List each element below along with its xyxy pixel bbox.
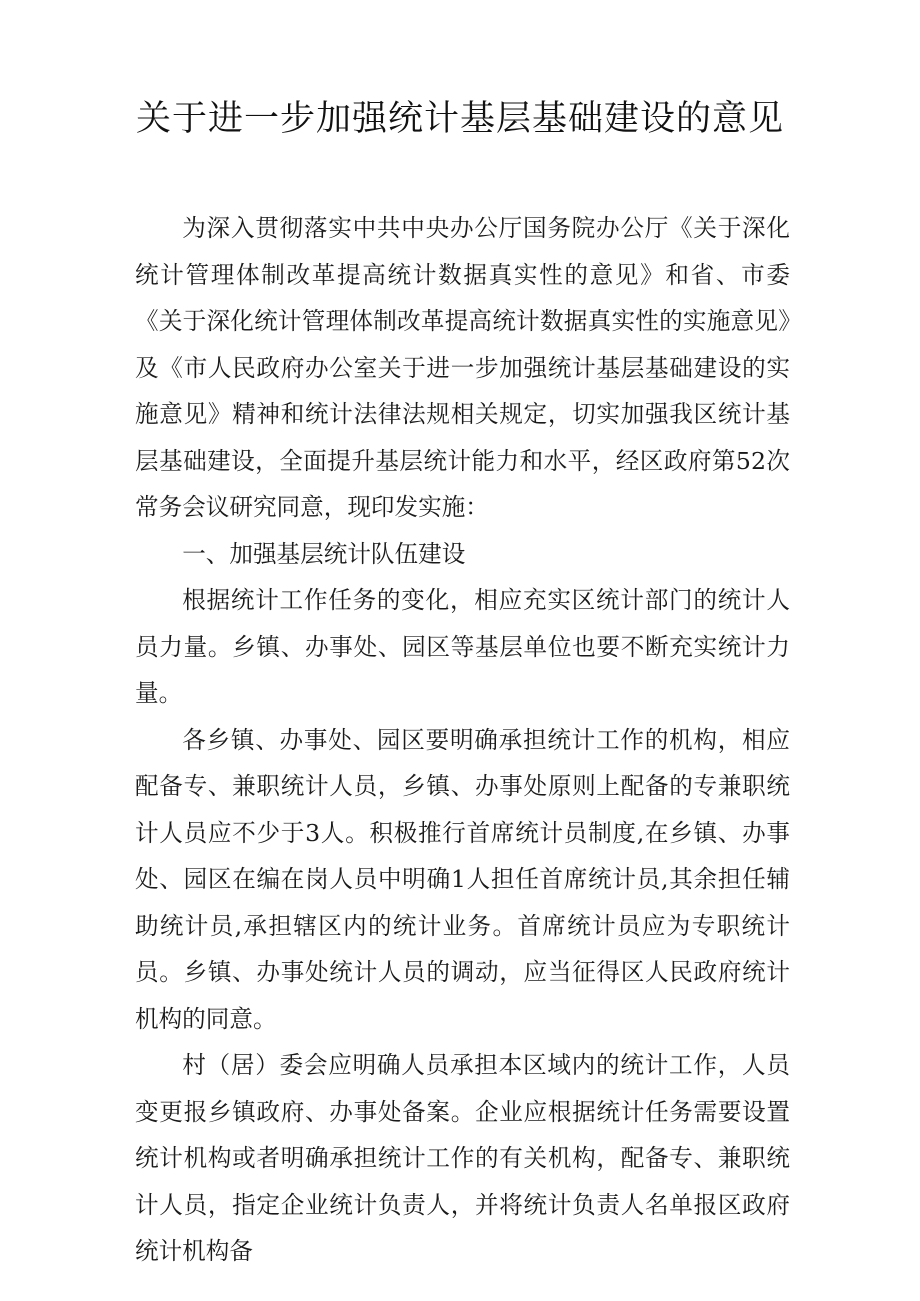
paragraph-township-statisticians: 各乡镇、办事处、园区要明确承担统计工作的机构，相应配备专、兼职统计人员，乡镇、办事处原则上配备的专兼职统计人员应不少于3人。积极推行首席统计员制度,在乡镇、办事处、园区在编在岗人员中明确1人担任首席统计员,其余担任辅助统计员,承担辖区内的统计业务。首席统计员应为专职统计员。乡镇、办事处统计人员的调动，应当征得区人民政府统计机构的同意。 bbox=[135, 725, 790, 1033]
paragraph-village-enterprise: 村（居）委会应明确人员承担本区域内的统计工作，人员变更报乡镇政府、办事处备案。企业应根据统计任务需要设置统计机构或者明确承担统计工作的有关机构，配备专、兼职统计人员，指定企业统计负责人，并将统计负责人名单报区政府统计机构备 bbox=[135, 1051, 790, 1265]
paragraph-staffing: 根据统计工作任务的变化，相应充实区统计部门的统计人员力量。乡镇、办事处、园区等基层单位也要不断充实统计力量。 bbox=[135, 586, 790, 707]
document-body bbox=[135, 205, 790, 1275]
document-title: 关于进一步加强统计基层基础建设的意见 bbox=[135, 99, 784, 139]
section-heading-1: 一、加强基层统计队伍建设 bbox=[182, 539, 466, 568]
paragraph-intro: 为深入贯彻落实中共中央办公厅国务院办公厅《关于深化统计管理体制改革提高统计数据真实性的意见》和省、市委《关于深化统计管理体制改革提高统计数据真实性的实施意见》及《市人民政府办公室关于进一步加强统计基层基础建设的实施意见》精神和统计法律法规相关规定，切实加强我区统计基层基础建设，全面提升基层统计能力和水平，经区政府第52次常务会议研究同意，现印发实施： bbox=[135, 214, 790, 521]
